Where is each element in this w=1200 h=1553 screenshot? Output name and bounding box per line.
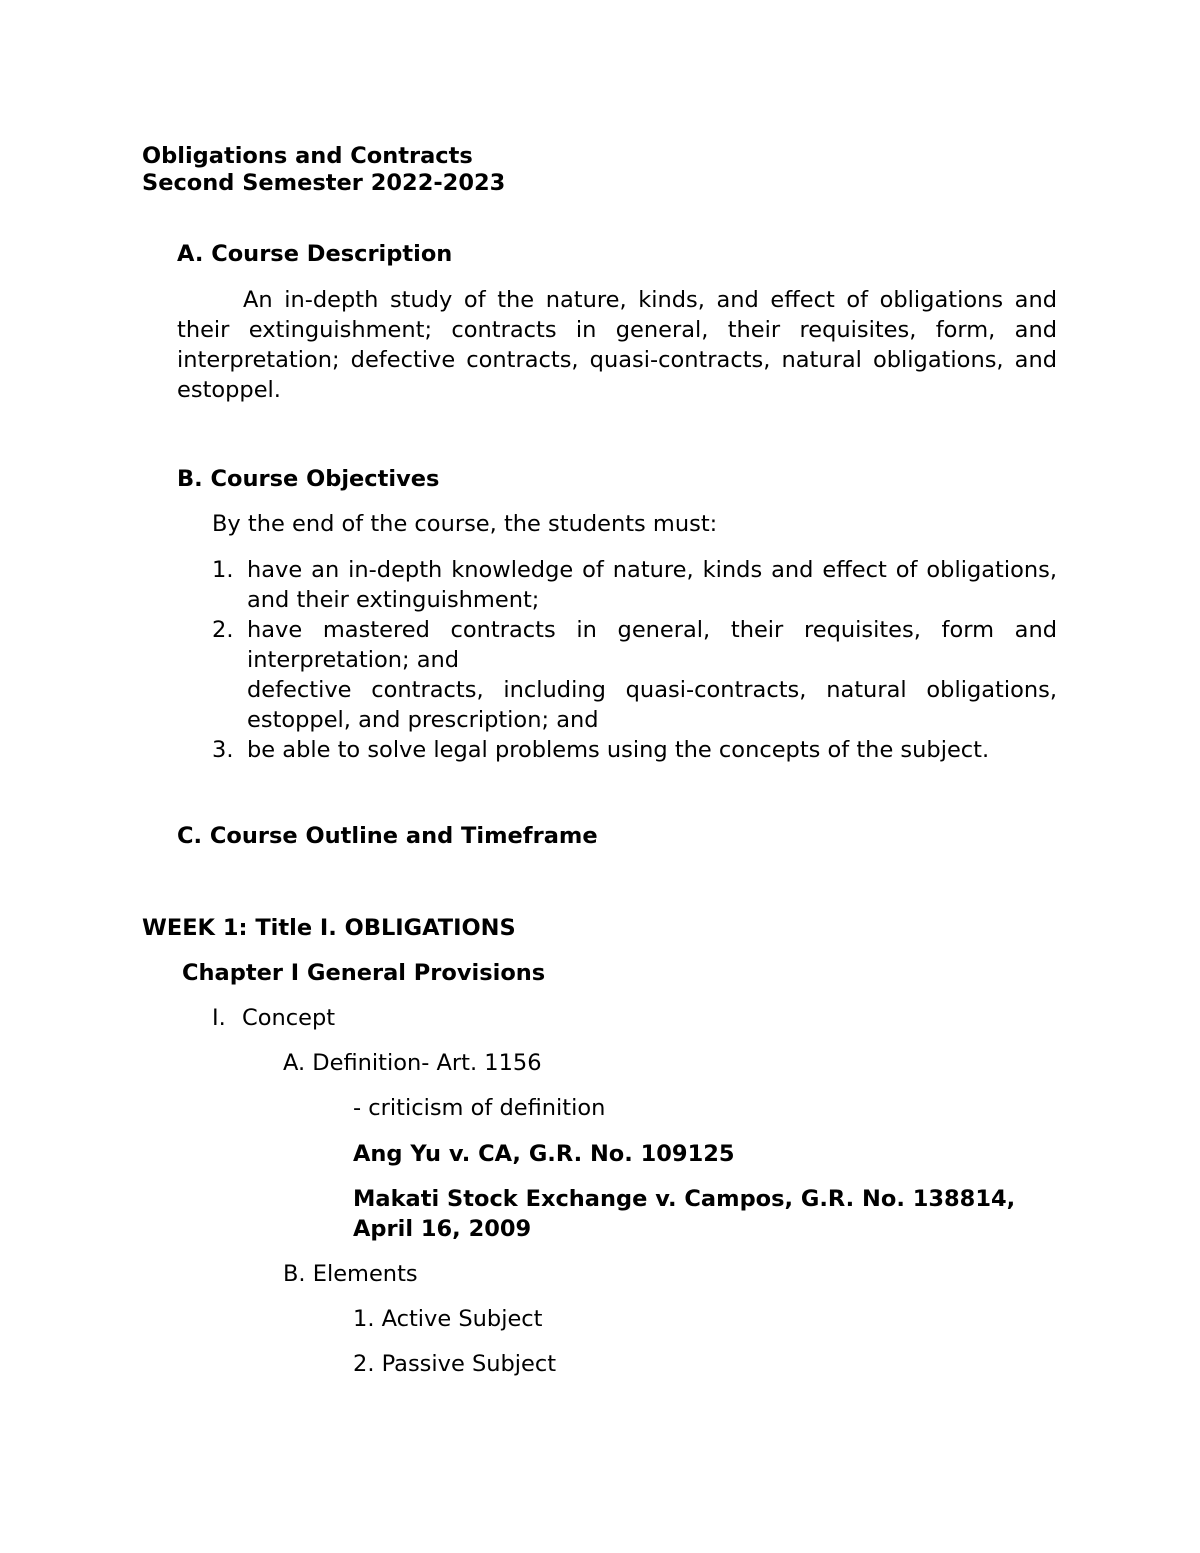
element-active-subject: 1. Active Subject — [353, 1306, 543, 1332]
objective-text: be able to solve legal problems using the concepts of the subject. — [247, 737, 990, 763]
objectives-list — [177, 555, 1057, 765]
section-c-heading: C. Course Outline and Timeframe — [177, 823, 598, 849]
concept-label: Concept — [242, 1005, 336, 1031]
case-citation: Makati Stock Exchange v. Campos, G.R. No. 138814, — [353, 1186, 1016, 1212]
document-title: Obligations and Contracts — [142, 143, 473, 169]
section-b-heading: B. Course Objectives — [177, 466, 440, 492]
elements-item: B. Elements — [283, 1261, 418, 1287]
concept-number: I. — [212, 1005, 226, 1031]
element-passive-subject: 2. Passive Subject — [353, 1351, 557, 1377]
course-description-paragraph: An in-depth study of the nature, kinds, and effect of obligations and their extinguishment; contracts in general, their requisites, form, and interpretation; defective contracts, quasi-contracts, natural obligations, and estoppel. — [177, 287, 1057, 403]
objective-item-continuation — [177, 675, 1057, 735]
objectives-intro: By the end of the course, the students must: — [212, 511, 718, 537]
section-a-heading: A. Course Description — [177, 241, 453, 267]
objective-text: have mastered contracts in general, their requisites, form and interpretation; and — [247, 617, 1057, 673]
chapter-heading: Chapter I General Provisions — [182, 960, 546, 986]
semester-label: Second Semester 2022-2023 — [142, 170, 506, 196]
objective-item — [177, 555, 1057, 615]
objective-number: 2. — [212, 617, 234, 643]
case-citation-continued: April 16, 2009 — [353, 1216, 532, 1242]
objective-number: 1. — [212, 557, 234, 583]
objective-item — [177, 735, 1057, 765]
objective-text: have an in-depth knowledge of nature, kinds and effect of obligations, and their extinguishment; — [247, 557, 1057, 613]
case-citation: Ang Yu v. CA, G.R. No. 109125 — [353, 1141, 735, 1167]
criticism-item: - criticism of definition — [353, 1095, 606, 1121]
objective-continuation-text: defective contracts, including quasi-contracts, natural obligations, estoppel, and prescription; and — [247, 677, 1057, 733]
objective-number: 3. — [212, 737, 234, 763]
week-1-heading: WEEK 1: Title I. OBLIGATIONS — [142, 915, 516, 941]
objective-item — [177, 615, 1057, 675]
definition-item: A. Definition- Art. 1156 — [283, 1050, 542, 1076]
